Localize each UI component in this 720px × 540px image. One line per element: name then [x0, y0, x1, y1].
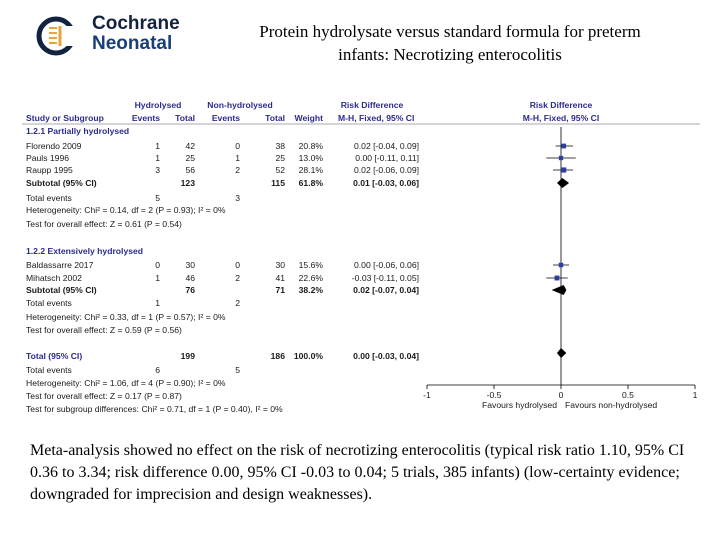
- logo-line-1: Cochrane: [92, 13, 180, 34]
- study-name: Raupp 1995: [26, 165, 73, 175]
- study-ci: 0.02 [-0.06, 0.09]: [354, 165, 419, 175]
- study-events-2: 2: [235, 273, 240, 283]
- header-total-2: Total: [265, 113, 285, 123]
- total-total-1: 199: [180, 351, 195, 361]
- study-total-1: 42: [185, 141, 195, 151]
- subtotal-ci: 0.01 [-0.03, 0.06]: [353, 178, 419, 188]
- study-events-2: 0: [235, 260, 240, 270]
- study-events-1: 3: [155, 165, 160, 175]
- study-effect-square: [561, 167, 566, 172]
- total-subgroup-differences: Test for subgroup differences: Chi² = 0.71, df = 1 (P = 0.40), I² = 0%: [26, 404, 283, 414]
- pooled-effect-diamond: [557, 348, 566, 358]
- study-effect-square: [561, 144, 566, 149]
- study-total-1: 25: [185, 153, 195, 163]
- total-label: Total (95% CI): [26, 351, 83, 361]
- study-total-2: 30: [275, 260, 285, 270]
- subtotal-label: Subtotal (95% CI): [26, 285, 97, 295]
- study-total-2: 41: [275, 273, 285, 283]
- plot-tick-label: 0: [558, 390, 564, 400]
- subtotal-total-2: 71: [275, 285, 285, 295]
- total-ci: 0.00 [-0.03, 0.04]: [353, 351, 419, 361]
- study-ci: 0.00 [-0.11, 0.11]: [355, 153, 419, 163]
- total-events-1: 6: [155, 365, 160, 375]
- subtotal-events-2: 2: [235, 298, 240, 308]
- study-effect-square: [559, 156, 563, 160]
- subtotal-ci: 0.02 [-0.07, 0.04]: [353, 285, 419, 295]
- header-events-2: Events: [211, 113, 240, 123]
- study-events-2: 0: [235, 141, 240, 151]
- study-weight: 13.0%: [298, 153, 323, 163]
- subtotal-events-2: 3: [235, 193, 240, 203]
- subtotal-weight: 61.8%: [298, 178, 323, 188]
- subgroup-title: 1.2.2 Extensively hydrolysed: [26, 246, 144, 256]
- study-name: Pauls 1996: [26, 153, 70, 163]
- header-study: Study or Subgroup: [26, 113, 104, 123]
- study-weight: 28.1%: [298, 165, 323, 175]
- header-exp-group: Hydrolysed: [134, 100, 182, 110]
- logo-line-2: Neonatal: [92, 33, 173, 54]
- study-events-1: 1: [155, 141, 160, 151]
- study-events-1: 1: [155, 153, 160, 163]
- study-ci: 0.00 [-0.06, 0.06]: [354, 260, 419, 270]
- plot-tick-label: 1: [692, 390, 698, 400]
- study-weight: 15.6%: [298, 260, 323, 270]
- study-ci: 0.02 [-0.04, 0.09]: [354, 141, 419, 151]
- slide-title: Protein hydrolysate versus standard formula for preterm infants: Necrotizing enterocolitis: [259, 22, 641, 64]
- plot-tick-label: -0.5: [486, 390, 502, 400]
- subgroup-heterogeneity: Heterogeneity: Chi² = 0.33, df = 1 (P = 0.57); I² = 0%: [26, 312, 226, 322]
- plot-tick-label: -1: [423, 390, 431, 400]
- total-weight: 100.0%: [293, 351, 323, 361]
- subtotal-total-1: 76: [185, 285, 195, 295]
- plot-tick-label: 0.5: [622, 390, 634, 400]
- total-overall-effect: Test for overall effect: Z = 0.17 (P = 0.87): [26, 391, 182, 401]
- study-total-2: 25: [275, 153, 285, 163]
- study-events-2: 2: [235, 165, 240, 175]
- subtotal-events-1: 1: [155, 298, 160, 308]
- study-total-1: 30: [185, 260, 195, 270]
- study-name: Baldassarre 2017: [26, 260, 94, 270]
- study-total-1: 56: [185, 165, 195, 175]
- header-ctrl-group: Non-hydrolysed: [207, 100, 273, 110]
- subtotal-events-label: Total events: [26, 193, 72, 203]
- favours-right-label: Favours non-hydrolysed: [565, 400, 658, 410]
- subtotal-events-label: Total events: [26, 298, 72, 308]
- study-events-1: 0: [155, 260, 160, 270]
- study-weight: 20.8%: [298, 141, 323, 151]
- study-events-1: 1: [155, 273, 160, 283]
- study-events-2: 1: [235, 153, 240, 163]
- header-plot-risk-difference: Risk Difference: [529, 100, 593, 110]
- header-plot-method: M-H, Fixed, 95% CI: [522, 113, 600, 123]
- subtotal-events-1: 5: [155, 193, 160, 203]
- study-effect-square: [555, 276, 560, 281]
- header-total-1: Total: [175, 113, 195, 123]
- study-total-2: 38: [275, 141, 285, 151]
- subgroup-overall-effect: Test for overall effect: Z = 0.59 (P = 0.56): [26, 325, 182, 335]
- study-name: Florendo 2009: [26, 141, 82, 151]
- total-heterogeneity: Heterogeneity: Chi² = 1.06, df = 4 (P = 0.90); I² = 0%: [26, 378, 226, 388]
- subtotal-weight: 38.2%: [298, 285, 323, 295]
- header-method: M-H, Fixed, 95% CI: [338, 113, 415, 123]
- header-events-1: Events: [131, 113, 160, 123]
- subtotal-label: Subtotal (95% CI): [26, 178, 97, 188]
- subtotal-total-2: 115: [271, 178, 285, 188]
- subgroup-title: 1.2.1 Partially hydrolysed: [26, 126, 130, 136]
- study-ci: -0.03 [-0.11, 0.05]: [351, 273, 419, 283]
- total-events-label: Total events: [26, 365, 72, 375]
- header-risk-difference: Risk Difference: [340, 100, 404, 110]
- total-total-2: 186: [270, 351, 285, 361]
- study-weight: 22.6%: [298, 273, 323, 283]
- pooled-effect-diamond: [557, 178, 569, 188]
- summary-text: Meta-analysis showed no effect on the risk of necrotizing enterocolitis (typical risk ratio 1.10, 95% CI 0.36 to 3.34; risk difference 0.00, 95% CI -0.03 to 0.04; 5 trials, 385 infants) (low-certainty evidence; downgraded for imprecision and design weaknesses).: [30, 442, 685, 503]
- study-total-1: 46: [185, 273, 195, 283]
- study-total-2: 52: [275, 165, 285, 175]
- total-events-2: 5: [235, 365, 240, 375]
- subgroup-overall-effect: Test for overall effect: Z = 0.61 (P = 0.54): [26, 219, 182, 229]
- header-weight: Weight: [294, 113, 323, 123]
- study-effect-square: [559, 263, 563, 267]
- study-name: Mihatsch 2002: [26, 273, 82, 283]
- pooled-effect-diamond: [552, 285, 567, 295]
- favours-left-label: Favours hydrolysed: [482, 400, 557, 410]
- subtotal-total-1: 123: [180, 178, 195, 188]
- subgroup-heterogeneity: Heterogeneity: Chi² = 0.14, df = 2 (P = 0.93); I² = 0%: [26, 205, 226, 215]
